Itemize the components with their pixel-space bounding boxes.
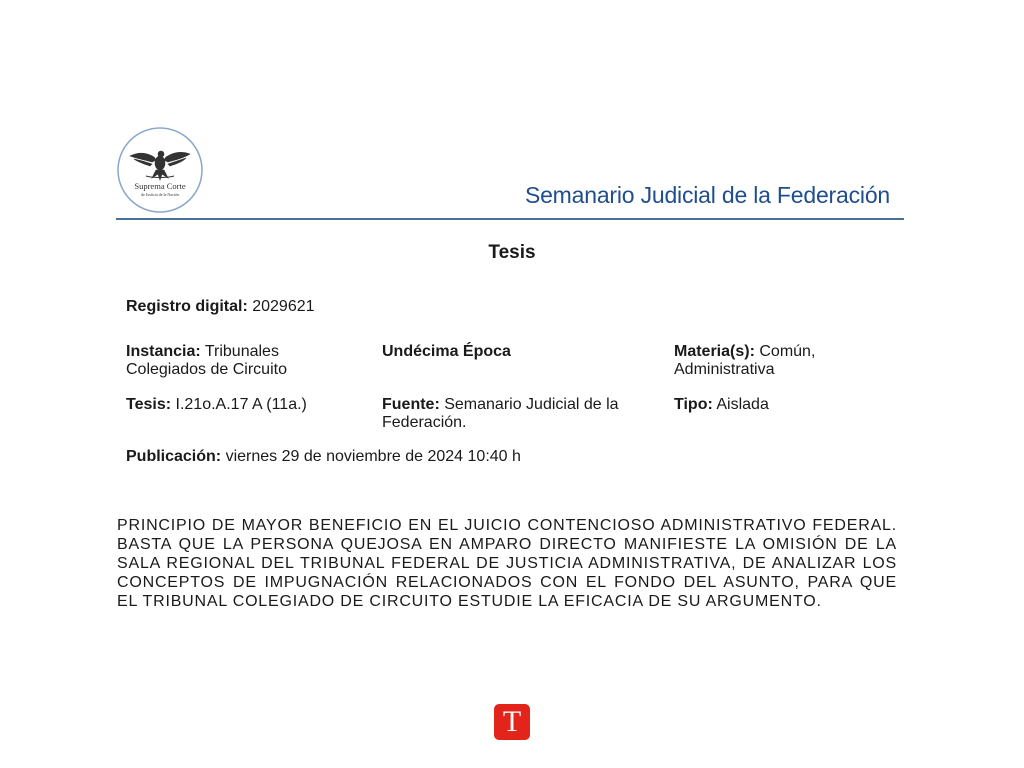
t-logo-icon bbox=[494, 704, 530, 740]
fuente-field bbox=[382, 396, 662, 432]
tesis-rubro-text: PRINCIPIO DE MAYOR BENEFICIO EN EL JUICIO CONTENCIOSO ADMINISTRATIVO FEDERAL. BASTA QUE LA PERSONA QUEJOSA EN AMPARO DIRECTO MANIFIESTE LA OMISIÓN DE LA SALA REGIONAL DEL TRIBUNAL FEDERAL DE JUSTICIA ADMINISTRATIVA, DE ANALIZAR LOS CONCEPTOS DE IMPUGNACIÓN RELACIONADOS CON EL FONDO DEL ASUNTO, PARA QUE EL TRIBUNAL COLEGIADO DE CIRCUITO ESTUDIE LA EFICACIA DE SU ARGUMENTO. bbox=[117, 517, 897, 610]
registro-value: 2029621 bbox=[252, 298, 315, 315]
instancia-label: Instancia: bbox=[126, 343, 201, 360]
fuente-label: Fuente: bbox=[382, 396, 440, 413]
fuente-value: Semanario Judicial de la Federación. bbox=[382, 396, 619, 431]
seal-line-2: de Justicia de la Nación bbox=[141, 192, 179, 197]
tesis-field bbox=[126, 396, 307, 414]
instancia-value: Tribunales Colegiados de Circuito bbox=[126, 343, 287, 378]
materia-field bbox=[674, 343, 894, 379]
publicacion-field bbox=[126, 448, 521, 466]
scjn-seal-logo bbox=[116, 126, 204, 214]
site-title: Semanario Judicial de la Federación bbox=[524, 182, 890, 208]
document-type-heading: Tesis bbox=[488, 242, 536, 263]
materia-label: Materia(s): bbox=[674, 343, 755, 360]
registro-label: Registro digital: bbox=[126, 298, 248, 315]
epoca-field: Undécima Época bbox=[382, 343, 511, 360]
publicacion-label: Publicación: bbox=[126, 448, 222, 465]
tipo-value: Aislada bbox=[716, 396, 769, 413]
publicacion-value: viernes 29 de noviembre de 2024 10:40 h bbox=[225, 448, 521, 465]
seal-line-1: Suprema Corte bbox=[134, 181, 186, 191]
instancia-field bbox=[126, 343, 356, 379]
t-logo-letter: T bbox=[502, 705, 522, 738]
tesis-label: Tesis: bbox=[126, 396, 172, 413]
tipo-label: Tipo: bbox=[674, 396, 713, 413]
tipo-field bbox=[674, 396, 769, 414]
registro-digital-field bbox=[126, 298, 315, 316]
document-header bbox=[116, 124, 904, 220]
materia-value: Común, Administrativa bbox=[674, 343, 816, 378]
tesis-value: I.21o.A.17 A (11a.) bbox=[175, 396, 307, 413]
